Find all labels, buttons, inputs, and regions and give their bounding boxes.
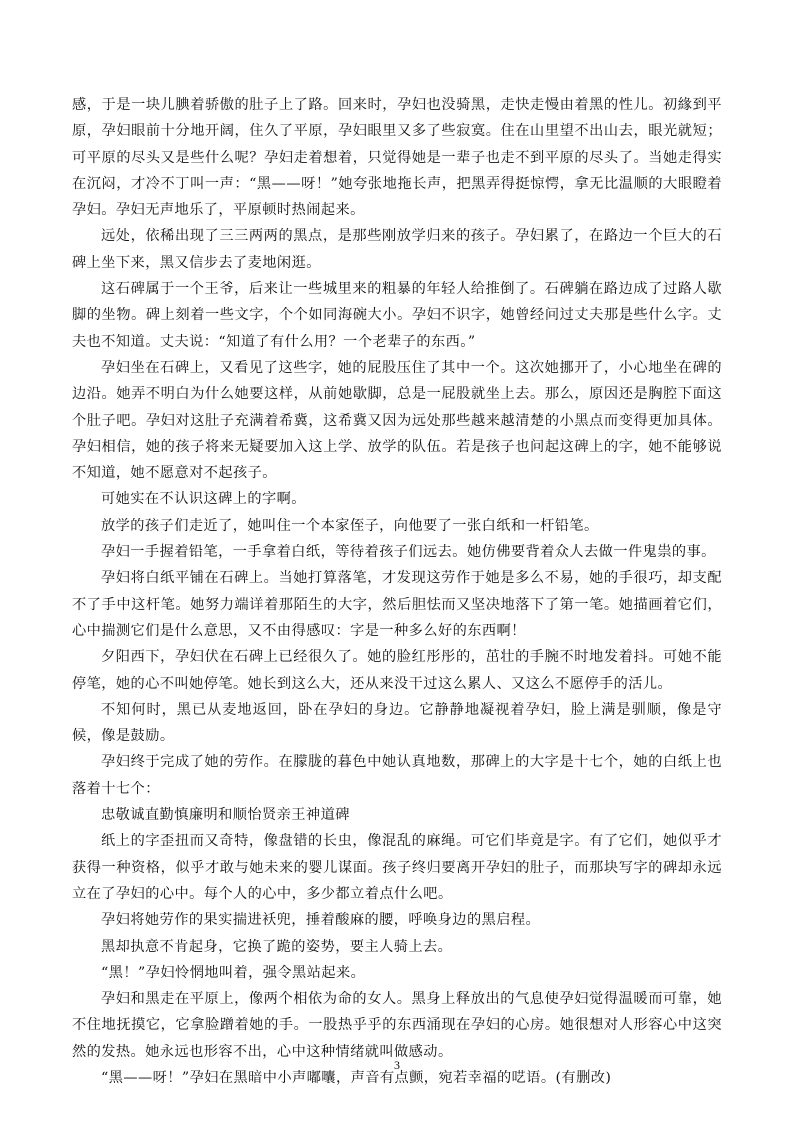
paragraph: 黑却执意不肯起身，它换了跪的姿势，要主人骑上去。: [101, 938, 453, 955]
body-text: [72, 92, 722, 1091]
paragraph: “黑！”孕妇怜惘地叫着，强令黑站起来。: [101, 964, 366, 981]
paragraph: 孕妇坐在石碑上，又看见了这些字，她的屁股压住了其中一个。这次她挪开了，小心地坐在碑的边沿。她弄不明白为什么她要这样，从前她歇脚，总是一屁股就坐上去。那么，原因还是胸腔下面这个肚子吧。孕妇对这肚子充满着希冀，这希冀又因为远处那些越来越清楚的小黑点而变得更加具体。孕妇相信，她的孩子将来无疑要加入这上学、放学的队伍。若是孩子也问起这碑上的字，她不能够说不知道，她不愿意对不起孩子。: [72, 359, 722, 482]
paragraph: 孕妇和黑走在平原上，像两个相依为命的女人。黑身上释放出的气息使孕妇觉得温暖而可靠，她不住地抚摸它，它拿脸蹭着她的手。一股热乎乎的东西涌现在孕妇的心房。她很想对人形容心中这突然的发热。她永远也形容不出，心中这种情绪就叫做感动。: [72, 991, 722, 1060]
page-number: 3: [394, 1058, 400, 1072]
stele-inscription: 忠敬诚直勤慎廉明和顺怡贤亲王神道碑: [101, 807, 350, 824]
paragraph: 远处，依稀出现了三三两两的黑点，是那些刚放学归来的孩子。孕妇累了，在路边一个巨大的石碑上坐下来，黑又信步去了麦地闲逛。: [72, 228, 722, 271]
paragraph: 放学的孩子们走近了，她叫住一个本家侄子，向他要了一张白纸和一杆铅笔。: [101, 517, 599, 534]
paragraph: 孕妇终于完成了她的劳作。在朦胧的暮色中她认真地数，那碑上的大字是十七个，她的白纸上也落着十七个：: [72, 754, 722, 797]
paragraph: 夕阳西下，孕妇伏在石碑上已经很久了。她的脸红彤彤的，茁壮的手腕不时地发着抖。可她不能停笔，她的心不叫她停笔。她长到这么大，还从来没干过这么累人、又这么不愿停手的活儿。: [72, 649, 722, 692]
paragraph: 这石碑属于一个王爷，后来让一些城里来的粗暴的年轻人给推倒了。石碑躺在路边成了过路人歇脚的坐物。碑上刻着一些文字，个个如同海碗大小。孕妇不识字，她曾经问过丈夫那是些什么字。丈夫也不知道。丈夫说：“知道了有什么用？一个老辈子的东西。”: [72, 281, 722, 350]
paragraph: 孕妇将她劳作的果实揣进袄兜，捶着酸麻的腰，呼唤身边的黑启程。: [101, 912, 541, 929]
paragraph: 纸上的字歪扭而又奇特，像盘错的长虫，像混乱的麻绳。可它们毕竟是字。有了它们，她似乎才获得一种资格，似乎才敢与她未来的婴儿谋面。孩子终归要离开孕妇的肚子，而那块写字的碑却永远立在了孕妇的心中。每个人的心中，多少都立着点什么吧。: [72, 833, 722, 902]
paragraph: 感，于是一块儿腆着骄傲的肚子上了路。回来时，孕妇也没骑黑，走快走慢由着黑的性儿。初緣到平原，孕妇眼前十分地开阔，住久了平原，孕妇眼里又多了些寂寞。住在山里望不出山去，眼光就短；可平原的尽头又是些什么呢？孕妇走着想着，只觉得她是一辈子也走不到平原的尽头了。当她走得实在沉闷，才冷不丁叫一声：“黑——呀！”她夸张地拖长声，把黑弄得挺惊愕，拿无比温顺的大眼瞪着孕妇。孕妇无声地乐了，平原顿时热闹起来。: [72, 97, 722, 219]
paragraph: “黑——呀！”孕妇在黑暗中小声嘟囔，声音有点颤，宛若幸福的呓语。(有删改): [101, 1069, 612, 1086]
paragraph: 孕妇将白纸平铺在石碑上。当她打算落笔，才发现这劳作于她是多么不易，她的手很巧，却支配不了手中这杆笔。她努力端详着那陌生的大字，然后胆怯而又坚决地落下了第一笔。她描画着它们，心中揣测它们是什么意思，又不由得感叹：字是一种多么好的东西啊！: [72, 570, 722, 639]
paragraph: 孕妇一手握着铅笔，一手拿着白纸，等待着孩子们远去。她仿佛要背着众人去做一件鬼祟的事。: [101, 544, 716, 561]
paragraph: 可她实在不认识这碑上的字啊。: [101, 491, 306, 508]
paragraph: 不知何时，黑已从麦地返回，卧在孕妇的身边。它静静地凝视着孕妇，脸上满是驯顺，像是守候，像是鼓励。: [72, 701, 722, 745]
